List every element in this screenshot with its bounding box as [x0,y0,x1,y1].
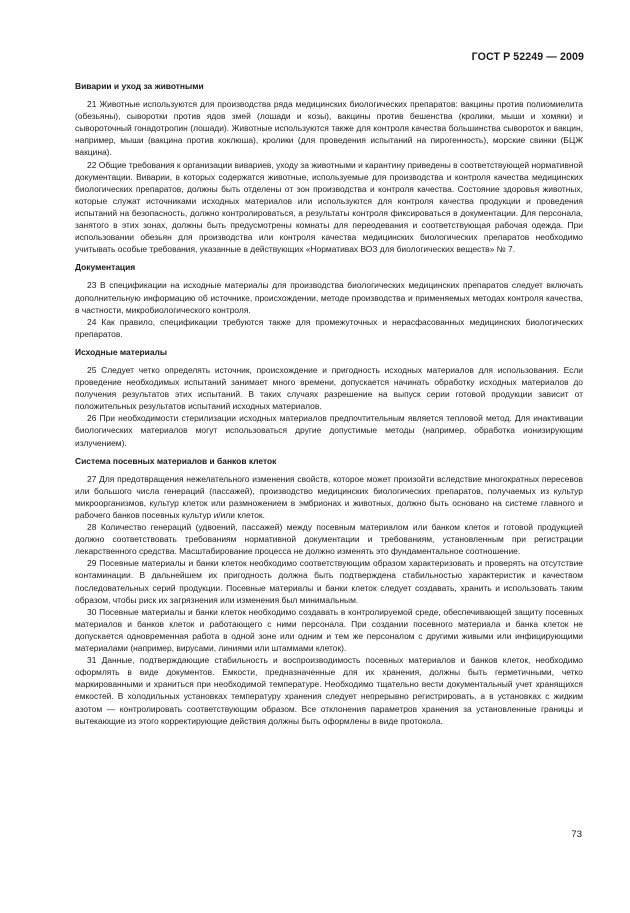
paragraph-31: 31 Данные, подтверждающие стабильность и воспроизводимость посевных материалов и банков клеток, необходимо оформлять в виде документов. Емкости, предназначенные для их хранения, должны быть герметичными, четко маркированными и храниться при необходимой температуре. Необходимо тщательно вести документальный учет хранящихся емкостей. В холодильных установках температуру хранения следует непрерывно регистрировать, а в установках с жидким азотом — контролировать соответствующим образом. Все отклонения параметров хранения за установленные границы и вытекающие из этого корректирующие действия должны быть оформлены в виде протокола. [75,655,583,726]
paragraph-26: 26 При необходимости стерилизации исходных материалов предпочтительным является тепловой метод. Для инактивации биологических материалов могут использоваться другие допустимые методы (например, обработка ионизирующим излучением). [75,413,583,448]
paragraph-30: 30 Посевные материалы и банки клеток необходимо создавать в контролируемой среде, обеспечивающей защиту посевных материалов и банков клеток и работающего с ними персонала. При создании посевного материала и банка клеток не допускается одновременная работа в одной зоне или одним и тем же персоналом с другими живыми или инфицирующими материалами (например, вирусами, линиями или штаммами клеток). [75,606,583,654]
paragraph-28: 28 Количество генераций (удвоений, пассажей) между посевным материалом или банком клеток и готовой продукцией должно соответствовать требованиям нормативной документации и требованиям, установленным при регистрации лекарственного средства. Масштабирование процесса не должно изменять это фундаментальное соотношение. [75,522,583,557]
section-heading-seed-lot-system: Система посевных материалов и банков клеток [75,455,277,466]
paragraph-29: 29 Посевные материалы и банки клеток необходимо соответствующим образом характеризовать и проверять на отсутствие контаминации. В дальнейшем их пригодность должна быть подтверждена стабильностью характеристик и качеством последовательных серий продукции. Посевные материалы и банки клеток следует создавать, хранить и использовать таким образом, чтобы риск их загрязнения или изменения был минимальным. [75,558,583,605]
paragraph-23: 23 В спецификации на исходные материалы для производства биологических медицинских препаратов следует включать дополнительную информацию об источнике, происхождении, методе производства и применяемых методах контроля качества, в частности, микробиологического контроля. [75,280,583,315]
document-code: ГОСТ Р 52249 — 2009 [471,51,584,63]
paragraph-25: 25 Следует четко определять источник, происхождение и пригодность исходных материалов для использования. Если проведение необходимых испытаний занимает много времени, допускается начинать обработку исходных материалов до получения результатов этих испытаний. В таких случаях разрешение на выпуск серии готовой продукции зависит от положительных результатов испытаний исходных материалов. [75,364,583,412]
paragraph-22: 22 Общие требования к организации вивариев, уходу за животными и карантину приведены в соответствующей нормативной документации. Виварии, в которых содержатся животные, используемые для производства и контроля качества медицинских биологических препаратов, должны быть отделены от зон производства и контроля качества. Состояние здоровья животных, которые служат источниками исходных материалов или используются для контроля качества продукции и проведения испытаний на безопасность, должно контролироваться, а результаты контроля фиксироваться в документации. Для персонала, занятого в этих зонах, должны быть предусмотрены комнаты для переодевания и соответствующая рабочая одежда. При использовании обезьян для производства или контроля качества медицинских биологических препаратов необходимо учитывать особые требования, указанные в действующих «Нормативах ВОЗ для биологических веществ» № 7. [75,159,583,255]
page-number: 73 [571,829,582,840]
document-body [75,80,583,727]
section-heading-vivaria: Виварии и уход за животными [75,81,204,91]
paragraph-21: 21 Животные используются для производства ряда медицинских биологических препаратов: вакцины против полиомиелита (обезьяны), сыворотки против ядов змей (лошади и козы), вакцины против бешенства (кролики, мыши и хомяки) и сывороточный гонадотропин (лошади). Животные используются также для контроля качества большинства сывороток и вакцин, например, мыши (вакцина против коклюша), кролики (для проведения испытаний на пирогенность), морские свинки (БЦЖ вакцина). [75,99,583,158]
paragraph-24: 24 Как правило, спецификации требуются также для промежуточных и нерасфасованных медицинских биологических препаратов. [75,316,583,339]
section-heading-starting-materials: Исходные материалы [75,346,168,357]
section-heading-documentation: Документация [75,262,136,273]
paragraph-27: 27 Для предотвращения нежелательного изменения свойств, которое может произойти вследствие многократных пересевов или большого числа генераций (пассажей), производство медицинских биологических препаратов, получаемых из культур микроорганизмов, культур клеток или размножением в эмбрионах и животных, должно быть основано на системе главного и рабочего банков посевных культур и/или клеток. [75,473,583,520]
